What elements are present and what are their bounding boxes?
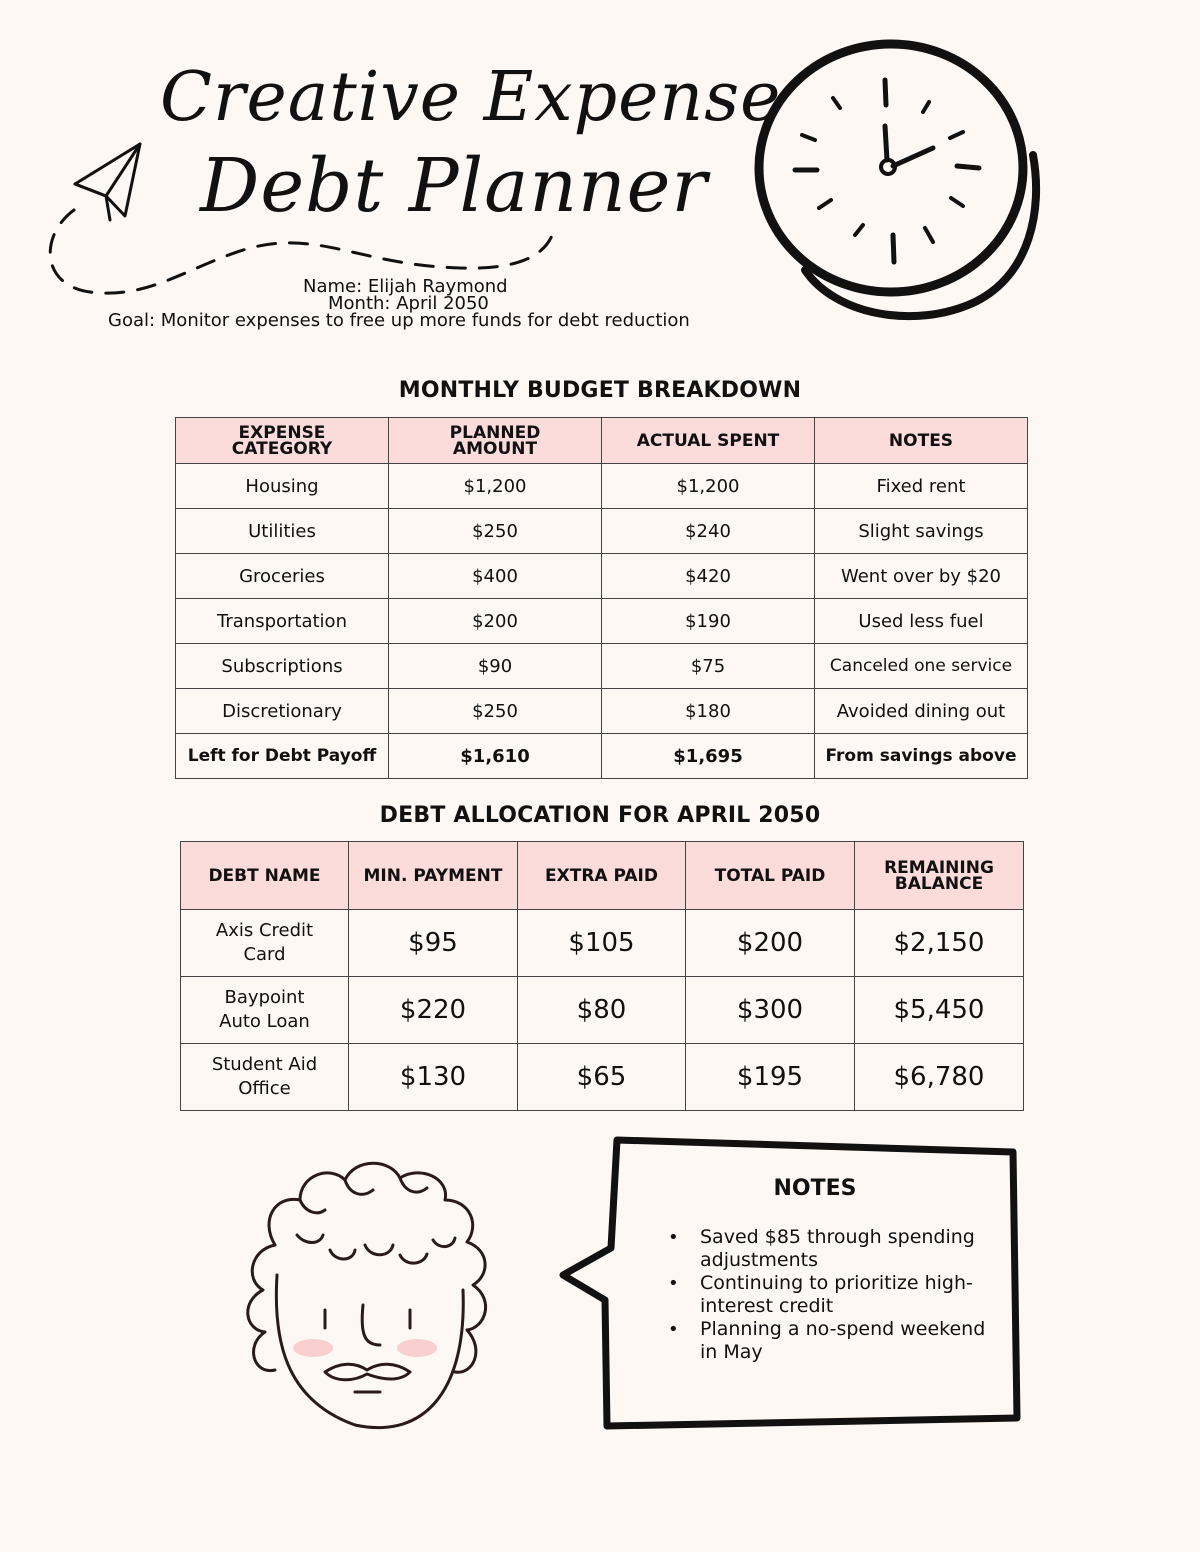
table-header-row: [176, 418, 1028, 464]
cell-extra-paid: $105: [518, 910, 686, 977]
table-row: [181, 910, 1024, 977]
column-header: NOTES: [815, 418, 1028, 464]
total-notes: From savings above: [815, 734, 1028, 779]
cell-debt-name: Baypoint Auto Loan: [181, 977, 349, 1044]
cell-planned: $90: [389, 644, 602, 689]
total-planned: $1,610: [389, 734, 602, 779]
table-row: [176, 554, 1028, 599]
table-row: [176, 464, 1028, 509]
table-header-row: [181, 842, 1024, 910]
total-label: Left for Debt Payoff: [176, 734, 389, 779]
cell-total-paid: $195: [686, 1044, 855, 1111]
cell-debt-name: Student Aid Office: [181, 1044, 349, 1111]
list-item: • Planning a no-spend weekend in May: [700, 1318, 1000, 1364]
column-header: TOTAL PAID: [686, 842, 855, 910]
notes-title: NOTES: [773, 1176, 857, 1201]
table-row: [181, 977, 1024, 1044]
column-header: ACTUAL SPENT: [602, 418, 815, 464]
title-line-2: Debt Planner: [200, 143, 708, 229]
budget-section-title: MONTHLY BUDGET BREAKDOWN: [398, 378, 802, 403]
list-item: • Continuing to prioritize high-interest credit: [700, 1272, 1000, 1318]
cell-remaining-balance: $5,450: [855, 977, 1024, 1044]
cell-actual: $420: [602, 554, 815, 599]
cell-notes: Avoided dining out: [815, 689, 1028, 734]
table-row: [176, 599, 1028, 644]
column-header: EXTRA PAID: [518, 842, 686, 910]
title-line-1: Creative Expense: [160, 58, 782, 137]
cell-remaining-balance: $2,150: [855, 910, 1024, 977]
curly-hair-face-icon: [205, 1150, 535, 1440]
cell-planned: $250: [389, 689, 602, 734]
cell-category: Transportation: [176, 599, 389, 644]
cell-notes: Slight savings: [815, 509, 1028, 554]
table-row: [181, 1044, 1024, 1111]
cell-notes: Canceled one service: [815, 644, 1028, 689]
cell-total-paid: $300: [686, 977, 855, 1044]
cell-extra-paid: $65: [518, 1044, 686, 1111]
cell-notes: Went over by $20: [815, 554, 1028, 599]
cell-category: Utilities: [176, 509, 389, 554]
table-row: [176, 689, 1028, 734]
cell-planned: $250: [389, 509, 602, 554]
column-header: PLANNED AMOUNT: [389, 418, 602, 464]
total-actual: $1,695: [602, 734, 815, 779]
cell-category: Discretionary: [176, 689, 389, 734]
budget-table: [175, 417, 1028, 779]
cell-actual: $190: [602, 599, 815, 644]
cell-notes: Used less fuel: [815, 599, 1028, 644]
debt-table: [180, 841, 1024, 1111]
cell-extra-paid: $80: [518, 977, 686, 1044]
cell-remaining-balance: $6,780: [855, 1044, 1024, 1111]
table-total-row: [176, 734, 1028, 779]
cell-min-payment: $95: [349, 910, 518, 977]
cell-actual: $75: [602, 644, 815, 689]
cell-category: Groceries: [176, 554, 389, 599]
cell-min-payment: $130: [349, 1044, 518, 1111]
goal-text: Goal: Monitor expenses to free up more funds for debt reduction: [108, 310, 690, 331]
column-header: EXPENSE CATEGORY: [176, 418, 389, 464]
cell-planned: $400: [389, 554, 602, 599]
debt-section-title: DEBT ALLOCATION FOR APRIL 2050: [379, 803, 821, 828]
cell-actual: $1,200: [602, 464, 815, 509]
cell-notes: Fixed rent: [815, 464, 1028, 509]
column-header: REMAINING BALANCE: [855, 842, 1024, 910]
cell-total-paid: $200: [686, 910, 855, 977]
cell-actual: $240: [602, 509, 815, 554]
month-text: Month: April 2050: [328, 293, 489, 314]
cell-planned: $200: [389, 599, 602, 644]
clock-icon: [745, 30, 1045, 340]
list-item: • Saved $85 through spending adjustments: [700, 1226, 1000, 1272]
cell-min-payment: $220: [349, 977, 518, 1044]
table-row: [176, 644, 1028, 689]
cell-debt-name: Axis Credit Card: [181, 910, 349, 977]
cell-category: Subscriptions: [176, 644, 389, 689]
name-text: Name: Elijah Raymond: [303, 276, 508, 297]
column-header: MIN. PAYMENT: [349, 842, 518, 910]
notes-list: [700, 1226, 1000, 1364]
cell-category: Housing: [176, 464, 389, 509]
column-header: DEBT NAME: [181, 842, 349, 910]
cell-actual: $180: [602, 689, 815, 734]
table-row: [176, 509, 1028, 554]
cell-planned: $1,200: [389, 464, 602, 509]
